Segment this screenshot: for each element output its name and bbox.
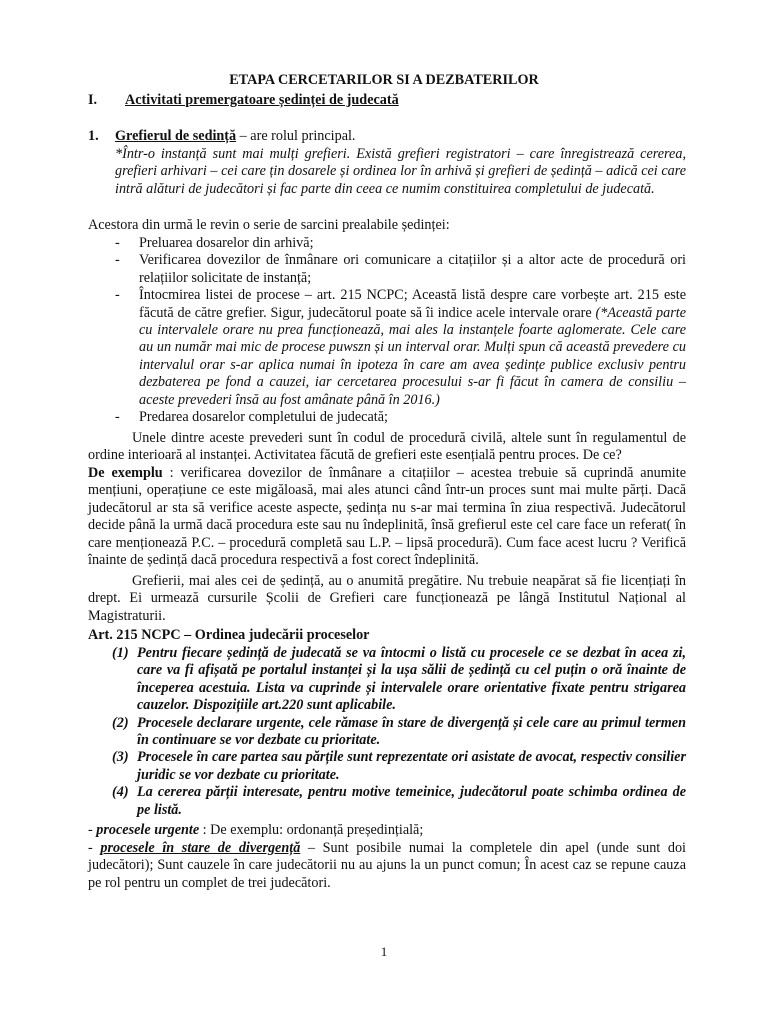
list-item	[115, 252, 686, 287]
article-item-number: (2)	[112, 714, 129, 731]
item1-note: *Într-o instanță sunt mai mulți grefieri. Există grefieri registratori – care înregistrează cererea, grefieri arhivari – cei care țin dosarele și ordinea lor în arhivă și grefieri de ședință – adică cei care intră alături de judecători și fac parte din ceea ce numim constituirea completului de judecată.	[115, 146, 686, 197]
divergence-label: procesele în stare de divergență	[100, 840, 301, 856]
urgent-text: : De exemplu: ordonanță președințială;	[199, 822, 424, 838]
list-item	[112, 749, 686, 784]
item1-heading	[88, 128, 686, 145]
task-note: (*Această parte cu intervalele orare nu prea funcționează, mai ales la instanțele foarte aglomerate. Cele care au un număr mai mic de procese puwszn și un interval orar. Mulți spun că această prevedere cu intervalul orar s-ar aplica numai în ipoteza în care am avea ședințe publice exclusiv pentru dezbaterea pe fond a cauzei, iar cercetarea procesului s-ar fi făcut în camera de consiliu – aceste prevederi însă au fost amânate până în 2016.)	[139, 304, 687, 408]
list-item	[112, 645, 686, 715]
dash-bullet: -	[88, 840, 101, 856]
article-item-text: Procesele în care partea sau părțile sunt reprezentate ori asistate de avocat, respectiv consilier juridic se vor dezbate cu prioritate.	[137, 749, 686, 783]
list-item	[112, 715, 686, 750]
list-item	[115, 287, 686, 409]
example-text: : verificarea dovezilor de înmânare a citațiilor – acestea trebuie să cuprindă anumite mențiuni, operațiune ce este migăloasă, mai ales atunci când într-un proces sunt mai multe părți. Dacă judecătorul ar sta să verifice aceste aspecte, ședința nu s-ar mai termina în ziua respectivă. Judecătorul decide până la urmă dacă procedura este sau nu îndeplinită, însă grefierul este cel care face un referat( în care menționează P.C. – procedură completă sau L.P. – lipsă procedură). Cum face acest lucru ? Verifică înainte de ședință dacă procedura respectivă a fost corect îndeplinită.	[88, 465, 686, 569]
example-paragraph	[88, 465, 686, 569]
task-text: Întocmirea listei de procese – art. 215 NCPC; Această listă despre care vorbește art. 215 este făcută de către grefier. Sigur, judecătorul poate să îi indice acele intervale orare	[139, 287, 686, 321]
item1-title: Grefierul de sedință	[115, 128, 237, 144]
item1-rest: – are rolul principal.	[236, 128, 356, 144]
dash-bullet: -	[115, 252, 120, 269]
paragraph-2: Grefierii, mai ales cei de ședință, au o anumită pregătire. Nu trebuie neapărat să fie licențiați în drept. Ei urmează cursurile Școlii de Grefieri care funcționează pe lângă Institutul Național al Magistraturii.	[88, 573, 686, 624]
divergence-text: – Sunt posibile numai la completele din apel (unde sunt doi judecători); Sunt cauzele în care judecătorii nu au ajuns la un punct comun; În acest caz se repune cauza pe rol pentru un complet de trei judecători.	[88, 840, 686, 891]
tasks-intro: Acestora din urmă le revin o serie de sarcini prealabile ședinței:	[88, 217, 450, 233]
divergence-note	[88, 840, 686, 892]
dash-bullet: -	[115, 287, 120, 304]
example-label: De exemplu	[88, 465, 163, 481]
task-text: Predarea dosarelor completului de judecată;	[139, 409, 388, 426]
task-text: Preluarea dosarelor din arhivă;	[139, 235, 314, 251]
article-item-number: (1)	[112, 645, 129, 661]
urgent-note	[88, 822, 686, 839]
dash-bullet: -	[115, 235, 120, 251]
section-title: Activitati premergatoare ședinței de judecată	[125, 92, 399, 108]
list-item	[115, 409, 713, 426]
list-item	[115, 235, 713, 252]
list-item	[112, 784, 686, 819]
section-heading	[88, 92, 686, 109]
article-item-number: (3)	[112, 749, 129, 766]
article-item-text: La cererea părții interesate, pentru motive temeinice, judecătorul poate schimba ordinea de pe listă.	[137, 784, 686, 818]
dash-bullet: -	[88, 822, 97, 838]
article-item-text: Procesele declarare urgente, cele rămase în stare de divergență și cele care au primul termen în continuare se vor dezbate cu prioritate.	[137, 714, 686, 749]
page-number: 1	[380, 944, 388, 959]
item1-number: 1.	[88, 128, 99, 144]
article-item-number: (4)	[112, 784, 129, 801]
urgent-label: procesele urgente	[96, 822, 200, 838]
article-list	[112, 645, 686, 819]
article-title: Art. 215 NCPC – Ordinea judecării proceselor	[88, 627, 370, 643]
task-list	[115, 235, 713, 426]
section-number: I.	[88, 92, 98, 108]
document-title: ETAPA CERCETARILOR SI A DEZBATERILOR	[229, 72, 539, 88]
article-item-text: Pentru fiecare ședință de judecată se va întocmi o listă cu procesele ce se dezbat în acea zi, care va fi afișată pe portalul instanței și la ușa sălii de ședință cu cel puțin o oră înainte de începerea acestuia. Lista va cuprinde și intervalele orare orientative fixate pentru strigarea cauzelor. Dispozițiile art.220 sunt aplicabile.	[137, 645, 686, 714]
task-text: Verificarea dovezilor de înmânare ori comunicare a citațiilor și a altor acte de procedură ori relațiilor solicitate de instanță;	[139, 252, 686, 286]
paragraph-1: Unele dintre aceste prevederi sunt în codul de procedură civilă, altele sunt în regulamentul de ordine interioară al instanței. Activitatea făcută de grefieri este esențială pentru proces. De ce?	[88, 430, 686, 464]
dash-bullet: -	[115, 409, 120, 426]
